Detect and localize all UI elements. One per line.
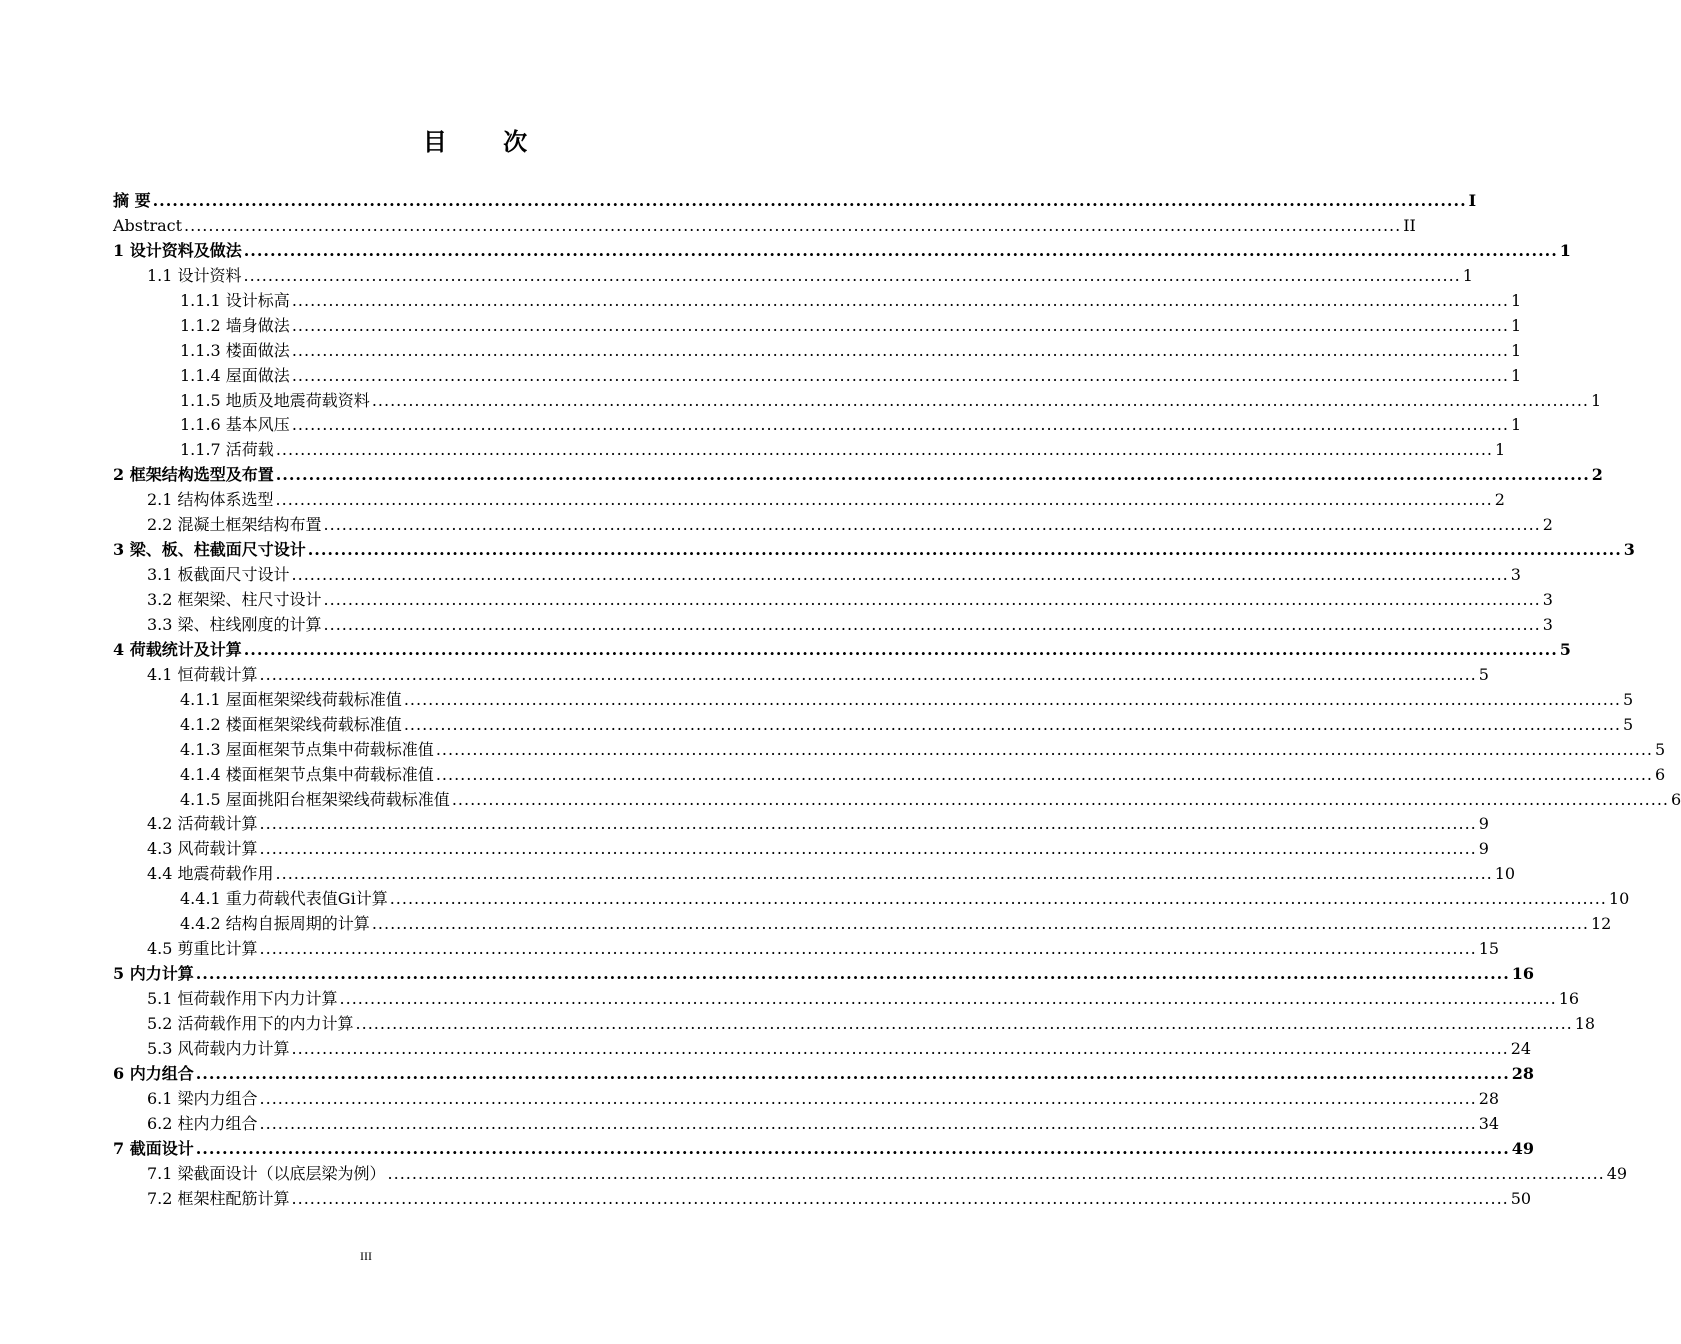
toc-leader-dots: ........................................................................................................................................................................................................ — [389, 889, 1607, 909]
toc-entry-label: 1.1.2 墙身做法 — [180, 315, 290, 335]
toc-entry-label: 7 截面设计 — [113, 1138, 194, 1158]
toc-entry[interactable] — [113, 1087, 1500, 1112]
toc-entry-label: 4.5 剪重比计算 — [147, 939, 258, 959]
toc-entry-page: 12 — [1591, 914, 1612, 934]
toc-entry[interactable] — [113, 663, 1489, 688]
toc-entry-label: 4.3 风荷载计算 — [147, 839, 258, 859]
toc-leader-dots: ........................................................................................................................................................................................................ — [275, 490, 1493, 510]
toc-leader-dots: ........................................................................................................................................................................................................ — [387, 1163, 1605, 1183]
toc-leader-dots: ........................................................................................................................................................................................................ — [184, 215, 1402, 235]
toc-leader-dots: ........................................................................................................................................................................................................ — [323, 590, 1541, 609]
toc-entry-page: 28 — [1478, 1088, 1500, 1108]
toc-entry-page: 1 — [1511, 415, 1522, 435]
toc-entry-page: 9 — [1478, 839, 1489, 859]
toc-entry-label: 4 荷载统计及计算 — [113, 639, 242, 659]
toc-entry[interactable] — [113, 763, 1666, 788]
toc-leader-dots: ........................................................................................................................................................................................................ — [243, 240, 1558, 260]
toc-entry[interactable] — [113, 962, 1535, 987]
toc-leader-dots: ........................................................................................................................................................................................................ — [291, 1188, 1509, 1208]
toc-entry-page: 10 — [1494, 864, 1516, 884]
toc-entry[interactable] — [113, 339, 1522, 364]
toc-entry-page: 2 — [1494, 490, 1505, 510]
toc-entry-page: 5 — [1623, 689, 1634, 709]
toc-entry[interactable] — [113, 1062, 1535, 1087]
toc-entry-page: 5 — [1559, 639, 1571, 659]
toc-entry[interactable] — [113, 264, 1473, 289]
toc-entry-label: 5.2 活荷载作用下的内力计算 — [147, 1013, 354, 1033]
toc-entry-label: 摘 要 — [113, 191, 151, 210]
toc-leader-dots: ........................................................................................................................................................................................................ — [371, 390, 1589, 410]
toc-leader-dots: ........................................................................................................................................................................................................ — [275, 465, 1590, 485]
toc-entry[interactable] — [113, 588, 1553, 613]
toc-entry[interactable] — [113, 488, 1505, 513]
toc-entry[interactable] — [113, 389, 1602, 414]
toc-entry[interactable] — [113, 1187, 1532, 1212]
toc-entry-page: I — [1468, 191, 1477, 210]
toc-entry[interactable] — [113, 862, 1516, 887]
toc-leader-dots: ........................................................................................................................................................................................................ — [243, 265, 1461, 285]
page-title: 目 次 — [422, 127, 552, 156]
toc-entry[interactable] — [113, 189, 1477, 214]
toc-entry-page: 24 — [1510, 1038, 1532, 1058]
toc-entry[interactable] — [113, 812, 1489, 837]
toc-entry-label: 4.1.4 楼面框架节点集中荷载标准值 — [180, 764, 434, 784]
toc-entry-page: 1 — [1559, 240, 1571, 260]
toc-entry-label: 7.2 框架柱配筋计算 — [147, 1188, 290, 1208]
toc-leader-dots: ........................................................................................................................................................................................................ — [435, 764, 1653, 784]
toc-leader-dots: ........................................................................................................................................................................................................ — [371, 914, 1589, 934]
toc-leader-dots: ........................................................................................................................................................................................................ — [307, 540, 1622, 560]
toc-entry-label: 5.1 恒荷载作用下内力计算 — [147, 989, 338, 1008]
toc-entry-label: 7.1 梁截面设计（以底层梁为例） — [147, 1163, 386, 1183]
toc-entry-page: 10 — [1608, 889, 1630, 909]
toc-entry-page: 3 — [1510, 565, 1521, 585]
toc-entry[interactable] — [113, 289, 1522, 314]
toc-entry-label: 6.1 梁内力组合 — [147, 1088, 258, 1108]
toc-entry[interactable] — [113, 463, 1603, 488]
toc-leader-dots: ........................................................................................................................................................................................................ — [259, 664, 1477, 684]
toc-entry-page: 2 — [1542, 515, 1553, 535]
toc-entry-label: 4.1.5 屋面挑阳台框架梁线荷载标准值 — [180, 789, 450, 809]
toc-leader-dots: ........................................................................................................................................................................................................ — [291, 290, 1509, 310]
toc-entry-label: 4.1.3 屋面框架节点集中荷载标准值 — [180, 739, 434, 759]
toc-entry-page: 18 — [1574, 1013, 1596, 1033]
toc-entry-page: 49 — [1606, 1163, 1628, 1183]
toc-entry[interactable] — [113, 937, 1500, 962]
toc-entry-label: 1.1.7 活荷载 — [180, 440, 274, 460]
toc-leader-dots: ........................................................................................................................................................................................................ — [323, 515, 1541, 535]
toc-entry[interactable] — [113, 538, 1635, 563]
toc-leader-dots: ........................................................................................................................................................................................................ — [195, 1138, 1510, 1158]
toc-entry[interactable] — [113, 613, 1553, 638]
toc-entry-page: 1 — [1511, 290, 1522, 310]
toc-leader-dots: ........................................................................................................................................................................................................ — [435, 739, 1653, 759]
toc-leader-dots: ........................................................................................................................................................................................................ — [403, 689, 1621, 709]
toc-entry[interactable] — [113, 513, 1553, 538]
toc-entry[interactable] — [113, 364, 1522, 389]
toc-entry-label: 1.1.1 设计标高 — [180, 290, 290, 310]
toc-leader-dots: ........................................................................................................................................................................................................ — [355, 1013, 1573, 1033]
toc-entry-page: 6 — [1655, 764, 1666, 784]
toc-entry-label: 1.1.4 屋面做法 — [180, 365, 290, 385]
toc-entry-page: 5 — [1623, 714, 1634, 734]
toc-entry-page: 3 — [1623, 540, 1635, 560]
toc-entry-label: 3 梁、板、柱截面尺寸设计 — [113, 540, 306, 560]
toc-entry-page: 16 — [1511, 964, 1535, 984]
toc-leader-dots: ........................................................................................................................................................................................................ — [152, 191, 1467, 210]
toc-entry-label: 1.1 设计资料 — [147, 265, 242, 285]
toc-entry-page: 1 — [1511, 365, 1522, 385]
toc-entry-label: 4.4 地震荷载作用 — [147, 864, 274, 884]
toc-leader-dots: ........................................................................................................................................................................................................ — [259, 939, 1477, 959]
toc-entry-page: 5 — [1478, 664, 1489, 684]
toc-entry-label: 4.1.1 屋面框架梁线荷载标准值 — [180, 689, 402, 709]
toc-entry-label: 5 内力计算 — [113, 964, 194, 984]
toc-entry[interactable] — [113, 1112, 1500, 1137]
toc-leader-dots: ........................................................................................................................................................................................................ — [291, 340, 1509, 360]
toc-entry-label: 2 框架结构选型及布置 — [113, 465, 274, 485]
toc-entry-page: 1 — [1511, 315, 1522, 335]
toc-entry[interactable] — [113, 638, 1571, 663]
toc-entry-page: 2 — [1591, 465, 1603, 485]
toc-entry-label: 3.1 板截面尺寸设计 — [147, 565, 290, 585]
toc-leader-dots: ........................................................................................................................................................................................................ — [291, 365, 1509, 385]
toc-entry[interactable] — [113, 912, 1612, 937]
toc-entry-page: 1 — [1511, 340, 1522, 360]
toc-entry-label: 6.2 柱内力组合 — [147, 1113, 258, 1133]
toc-entry-label: 6 内力组合 — [113, 1063, 194, 1083]
toc-entry[interactable] — [113, 788, 1681, 813]
toc-leader-dots: ........................................................................................................................................................................................................ — [291, 415, 1509, 435]
toc-entry-page: 15 — [1478, 939, 1500, 959]
toc-entry-label: 4.1 恒荷载计算 — [147, 664, 258, 684]
toc-entry-page: 1 — [1591, 390, 1602, 410]
toc-entry-page: 1 — [1495, 440, 1506, 460]
toc-leader-dots: ........................................................................................................................................................................................................ — [195, 1063, 1510, 1083]
table-of-contents — [113, 189, 1681, 1211]
page-number-footer: III — [360, 1249, 372, 1263]
toc-entry[interactable] — [113, 413, 1522, 438]
toc-entry-page: 34 — [1478, 1113, 1500, 1133]
toc-leader-dots: ........................................................................................................................................................................................................ — [291, 315, 1509, 335]
toc-entry[interactable] — [113, 887, 1630, 912]
toc-entry-label: 1 设计资料及做法 — [113, 240, 242, 260]
toc-leader-dots: ........................................................................................................................................................................................................ — [339, 989, 1557, 1008]
toc-entry-label: 4.4.1 重力荷载代表值Gi计算 — [180, 889, 388, 909]
toc-entry-page: 1 — [1462, 265, 1473, 285]
toc-entry-page: 49 — [1511, 1138, 1535, 1158]
toc-entry-page: 3 — [1542, 614, 1553, 634]
toc-entry[interactable] — [113, 563, 1521, 588]
toc-leader-dots: ........................................................................................................................................................................................................ — [259, 1113, 1477, 1133]
toc-leader-dots: ........................................................................................................................................................................................................ — [291, 565, 1509, 585]
toc-entry[interactable] — [113, 713, 1634, 738]
toc-entry-page: 50 — [1510, 1188, 1532, 1208]
toc-entry-page: 6 — [1671, 789, 1681, 809]
toc-entry[interactable] — [113, 239, 1571, 264]
toc-entry-label: 1.1.3 楼面做法 — [180, 340, 290, 360]
toc-leader-dots: ........................................................................................................................................................................................................ — [275, 864, 1493, 884]
toc-leader-dots: ........................................................................................................................................................................................................ — [259, 839, 1477, 859]
toc-entry[interactable] — [113, 837, 1489, 862]
toc-entry-label: 2.2 混凝土框架结构布置 — [147, 515, 322, 535]
toc-entry-label: 4.2 活荷载计算 — [147, 814, 258, 834]
toc-entry-label: 3.3 梁、柱线刚度的计算 — [147, 614, 322, 634]
toc-entry-page: 16 — [1558, 989, 1580, 1008]
toc-leader-dots: ........................................................................................................................................................................................................ — [323, 614, 1541, 634]
toc-entry-label: 5.3 风荷载内力计算 — [147, 1038, 290, 1058]
toc-leader-dots: ........................................................................................................................................................................................................ — [243, 639, 1558, 659]
toc-entry-label: 2.1 结构体系选型 — [147, 490, 274, 510]
toc-entry[interactable] — [113, 314, 1522, 339]
toc-entry[interactable] — [113, 738, 1666, 763]
toc-entry-label: 1.1.6 基本风压 — [180, 415, 290, 435]
toc-leader-dots: ........................................................................................................................................................................................................ — [195, 964, 1510, 984]
toc-entry[interactable] — [113, 1037, 1532, 1062]
toc-entry-page: 28 — [1511, 1063, 1535, 1083]
toc-entry-label: 1.1.5 地质及地震荷载资料 — [180, 390, 370, 410]
toc-entry-label: Abstract — [113, 215, 183, 235]
toc-entry[interactable] — [113, 214, 1416, 239]
toc-entry-label: 4.1.2 楼面框架梁线荷载标准值 — [180, 714, 402, 734]
toc-leader-dots: ........................................................................................................................................................................................................ — [451, 789, 1669, 809]
toc-entry-page: II — [1403, 215, 1416, 235]
toc-entry[interactable] — [113, 1137, 1535, 1162]
toc-leader-dots: ........................................................................................................................................................................................................ — [403, 714, 1621, 734]
toc-leader-dots: ........................................................................................................................................................................................................ — [275, 440, 1493, 460]
toc-entry-label: 3.2 框架梁、柱尺寸设计 — [147, 590, 322, 609]
toc-leader-dots: ........................................................................................................................................................................................................ — [259, 1088, 1477, 1108]
toc-entry-page: 9 — [1478, 814, 1489, 834]
toc-entry[interactable] — [113, 688, 1634, 713]
toc-entry[interactable] — [113, 1012, 1596, 1037]
toc-entry[interactable] — [113, 438, 1506, 463]
toc-entry-page: 5 — [1655, 739, 1666, 759]
toc-entry[interactable] — [113, 987, 1580, 1012]
toc-leader-dots: ........................................................................................................................................................................................................ — [259, 814, 1477, 834]
toc-entry-page: 3 — [1542, 590, 1553, 609]
toc-entry-label: 4.4.2 结构自振周期的计算 — [180, 914, 370, 934]
toc-entry[interactable] — [113, 1162, 1628, 1187]
toc-leader-dots: ........................................................................................................................................................................................................ — [291, 1038, 1509, 1058]
